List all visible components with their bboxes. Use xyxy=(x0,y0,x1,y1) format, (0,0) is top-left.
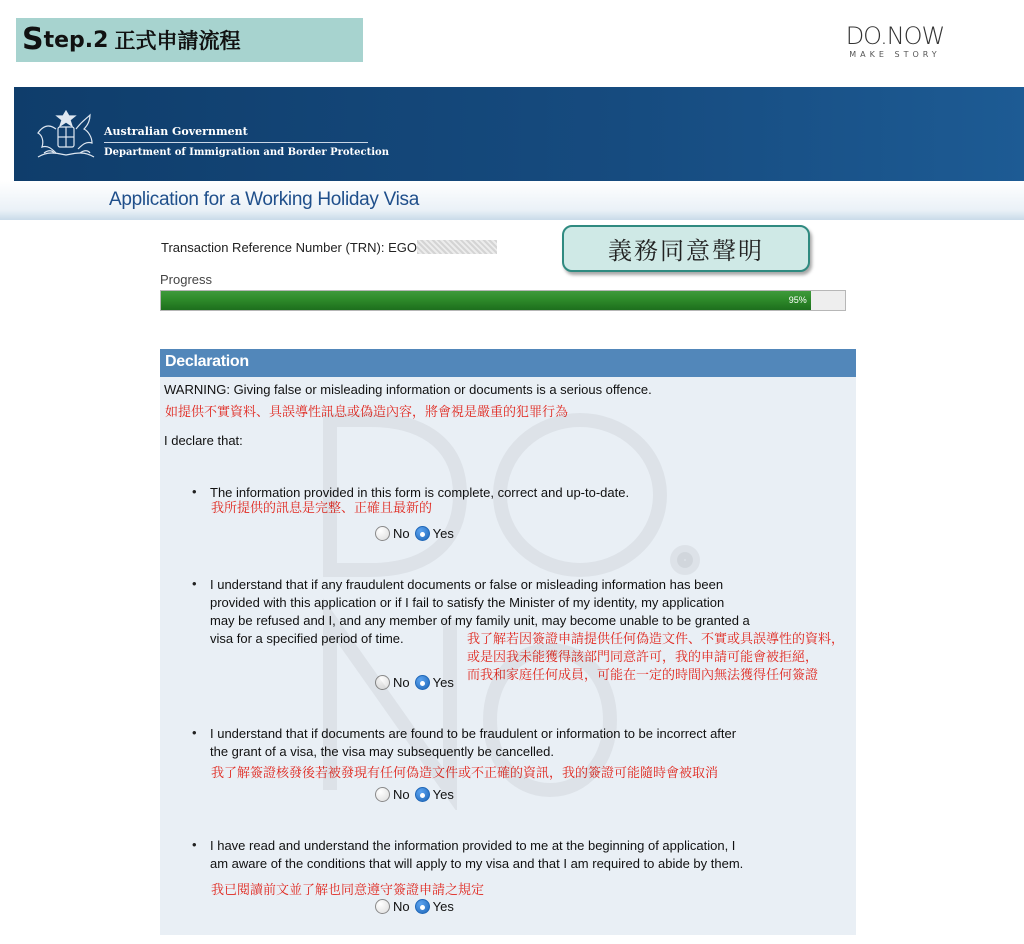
item-text-line: visa for a specified period of time. xyxy=(210,631,404,646)
item-1-radio-group xyxy=(375,526,459,541)
declaration-panel xyxy=(160,349,856,935)
item-3-yes-radio[interactable] xyxy=(415,787,430,802)
item-4-translation: 我已閱讀前文並了解也同意遵守簽證申請之規定 xyxy=(211,883,485,898)
item-text-line: the grant of a visa, the visa may subsequently be cancelled. xyxy=(210,744,554,759)
bullet-icon: • xyxy=(192,725,197,740)
gov-header xyxy=(14,87,1024,181)
item-2-yes-radio[interactable] xyxy=(415,675,430,690)
progress-label: Progress xyxy=(160,272,213,287)
annotation-callout: 義務同意聲明 xyxy=(562,225,810,272)
step-banner xyxy=(16,18,363,62)
declaration-title: Declaration xyxy=(160,349,856,377)
warning-text: WARNING: Giving false or misleading information or documents is a serious offence. xyxy=(164,382,652,397)
item-text-line: The information provided in this form is complete, correct and up-to-date. xyxy=(210,485,630,500)
gov-department: Department of Immigration and Border Protection xyxy=(104,147,389,158)
bullet-icon: • xyxy=(192,837,197,852)
trn-label: Transaction Reference Number (TRN): EGO xyxy=(161,240,417,255)
translation-line: 而我和家庭任何成員，可能在一定的時間內無法獲得任何簽證 xyxy=(467,668,819,683)
item-3-yes-label[interactable]: Yes xyxy=(432,787,454,802)
item-4-yes-label[interactable]: Yes xyxy=(432,899,454,914)
bullet-icon: • xyxy=(192,484,197,499)
brand-tagline: MAKE STORY xyxy=(849,50,941,59)
declaration-item-4 xyxy=(210,837,743,873)
item-3-no-label[interactable]: No xyxy=(393,787,410,802)
warning-translation: 如提供不實資料、具誤導性訊息或偽造內容，將會視是嚴重的犯罪行為 xyxy=(165,405,569,420)
progress-fill xyxy=(161,291,811,310)
translation-line: 我了解若因簽證申請提供任何偽造文件、不實或具誤導性的資料， xyxy=(467,632,845,647)
item-text-line: provided with this application or if I fail to satisfy the Minister of my identity, my application xyxy=(210,595,725,610)
item-1-yes-label[interactable]: Yes xyxy=(432,526,454,541)
item-1-no-label[interactable]: No xyxy=(393,526,410,541)
item-4-no-label[interactable]: No xyxy=(393,899,410,914)
item-4-yes-radio[interactable] xyxy=(415,899,430,914)
declaration-item-3 xyxy=(210,725,736,761)
item-2-translation xyxy=(467,631,844,685)
progress-percent: 95% xyxy=(788,295,807,305)
item-1-no-radio[interactable] xyxy=(375,526,390,541)
item-text-line: am aware of the conditions that will apply to my visa and that I am required to abide by them. xyxy=(210,856,744,871)
item-text-line: I understand that if documents are found to be fraudulent or information to be incorrect after xyxy=(210,726,737,741)
item-text-line: may be refused and I, and any member of my family unit, may become unable to be granted a xyxy=(210,613,750,628)
item-text-line: I understand that if any fraudulent documents or false or misleading information has been xyxy=(210,577,724,592)
step-title: 正式申請流程 xyxy=(114,29,241,53)
item-text-line: I have read and understand the information provided to me at the beginning of application, I xyxy=(210,838,736,853)
header-divider xyxy=(104,142,368,143)
coat-of-arms-icon xyxy=(30,105,102,163)
declare-heading: I declare that: xyxy=(164,433,243,448)
step-number: tep.2 xyxy=(43,27,109,53)
item-1-translation: 我所提供的訊息是完整、正確且最新的 xyxy=(211,501,433,516)
item-4-radio-group xyxy=(375,899,459,914)
item-4-no-radio[interactable] xyxy=(375,899,390,914)
item-2-yes-label[interactable]: Yes xyxy=(432,675,454,690)
step-letter: S xyxy=(22,22,44,57)
gov-name: Australian Government xyxy=(104,125,248,138)
bullet-icon: • xyxy=(192,576,197,591)
brand-name: DO.NOW xyxy=(845,22,945,50)
item-2-radio-group xyxy=(375,675,459,690)
trn-line xyxy=(161,240,497,255)
progress-bar xyxy=(160,290,846,311)
page-title: Application for a Working Holiday Visa xyxy=(109,189,420,210)
item-2-no-label[interactable]: No xyxy=(393,675,410,690)
brand-logo xyxy=(840,24,950,59)
item-1-yes-radio[interactable] xyxy=(415,526,430,541)
trn-redacted-value xyxy=(417,240,497,254)
item-3-radio-group xyxy=(375,787,459,802)
item-3-no-radio[interactable] xyxy=(375,787,390,802)
item-3-translation: 我了解簽證核發後若被發現有任何偽造文件或不正確的資訊，我的簽證可能隨時會被取消 xyxy=(211,766,719,781)
translation-line: 或是因我未能獲得該部門同意許可，我的申請可能會被拒絕， xyxy=(467,650,819,665)
item-2-no-radio[interactable] xyxy=(375,675,390,690)
